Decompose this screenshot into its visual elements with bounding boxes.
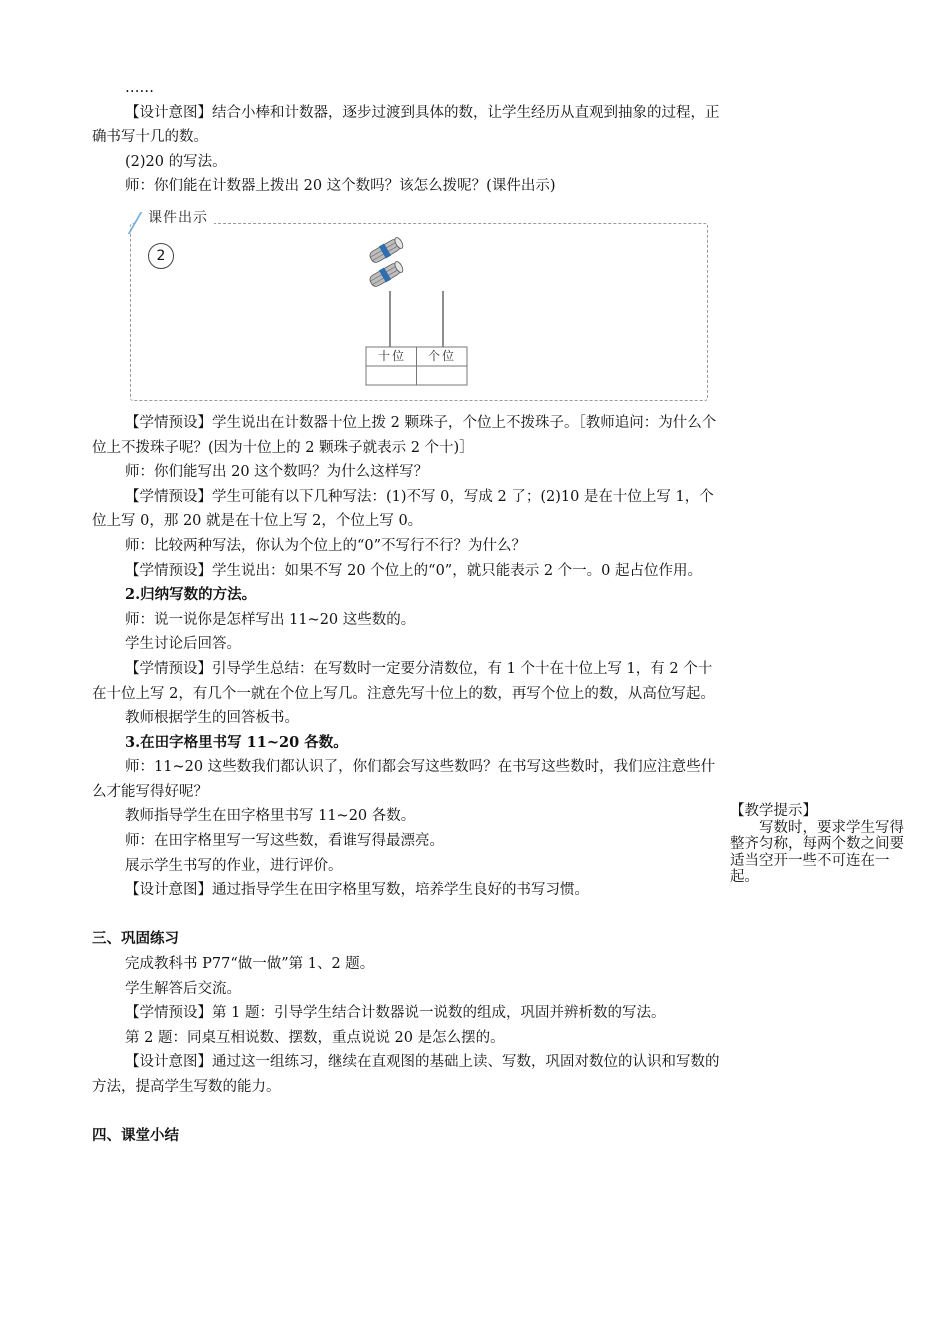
student-prediction: 【学情预设】第 1 题：引导学生结合计数器说一说数的组成，巩固并辨析数的写法。 — [125, 1005, 666, 1022]
figure-tag: 课件出示 — [134, 208, 214, 228]
practice-task: 完成教科书 P77“做一做”第 1、2 题。 — [125, 956, 375, 973]
teacher-question: 师：11~20 这些数我们都认识了，你们都会写这些数吗？在书写这些数时，我们应注意些什么才能写得好呢？ — [92, 759, 716, 800]
ones-place-label: 个位 — [427, 348, 456, 363]
tens-place-label: 十位 — [377, 348, 406, 363]
subheading-writing: 3.在田字格里书写 11~20 各数。 — [125, 733, 348, 751]
teacher-activity: 教师根据学生的回答板书。 — [125, 710, 299, 727]
practice-task: 第 2 题：同桌互相说数、摆数，重点说说 20 是怎么摆的。 — [125, 1029, 505, 1046]
teacher-prompt: 师：说一说你是怎样写出 11~20 这些数的。 — [125, 611, 416, 628]
teacher-question: 师：你们能写出 20 这个数吗？为什么这样写？ — [125, 464, 429, 481]
stick-bundle-icon — [368, 259, 405, 289]
teacher-prompt: 师：在田字格里写一写这些数，看谁写得最漂亮。 — [125, 833, 444, 850]
teacher-question: 师：你们能在计数器上拨出 20 这个数吗？该怎么拨呢？(课件出示) — [125, 178, 556, 195]
courseware-figure — [130, 205, 708, 401]
abacus-illustration — [130, 205, 708, 401]
document-body — [92, 76, 724, 1149]
figure-number: 2 — [148, 243, 174, 269]
design-intent-paragraph: 【设计意图】通过指导学生在田字格里写数，培养学生良好的书写习惯。 — [125, 882, 589, 899]
teacher-activity: 教师指导学生在田字格里书写 11~20 各数。 — [125, 808, 416, 825]
section-title-practice: 三、巩固练习 — [92, 930, 179, 948]
teacher-question: 师：比较两种写法，你认为个位上的“0”不写行不行？为什么？ — [125, 537, 527, 554]
ellipsis: …… — [125, 80, 154, 96]
stick-bundle-icon — [368, 235, 405, 265]
student-activity: 学生讨论后回答。 — [125, 636, 241, 653]
section-title-summary: 四、课堂小结 — [92, 1127, 179, 1145]
subheading-method: 2.归纳写数的方法。 — [125, 586, 257, 604]
side-note — [730, 803, 908, 886]
student-activity: 展示学生书写的作业，进行评价。 — [125, 857, 343, 874]
student-activity: 学生解答后交流。 — [125, 980, 241, 997]
student-prediction: 【学情预设】学生可能有以下几种写法：(1)不写 0，写成 2 了；(2)10 是在十位上写 1，个位上写 0，那 20 就是在十位上写 2，个位上写 0。 — [92, 488, 714, 530]
design-intent-paragraph: 【设计意图】结合小棒和计数器，逐步过渡到具体的数，让学生经历从直观到抽象的过程，正确书写十几的数。 — [92, 104, 720, 146]
student-prediction: 【学情预设】引导学生总结：在写数时一定要分清数位，有 1 个十在十位上写 1，有 2 个十在十位上写 2，有几个一就在个位上写几。注意先写十位上的数，再写个位上的数，从高位写起。 — [92, 660, 715, 702]
side-note-title: 【教学提示】 — [730, 803, 817, 819]
side-note-body: 写数时，要求学生写得整齐匀称，每两个数之间要适当空开一些不可连在一起。 — [730, 819, 904, 885]
student-prediction: 【学情预设】学生说出在计数器十位上拨 2 颗珠子，个位上不拨珠子。［教师追问：为什么个位上不拨珠子呢？(因为十位上的 2 颗珠子就表示 2 个十)］ — [92, 414, 717, 456]
design-intent-paragraph: 【设计意图】通过这一组练习，继续在直观图的基础上读、写数，巩固对数位的认识和写数的方法，提高学生写数的能力。 — [92, 1054, 720, 1095]
subheading-20: (2)20 的写法。 — [125, 153, 227, 170]
student-prediction: 【学情预设】学生说出：如果不写 20 个位上的“0”，就只能表示 2 个一。0 起占位作用。 — [125, 562, 702, 579]
